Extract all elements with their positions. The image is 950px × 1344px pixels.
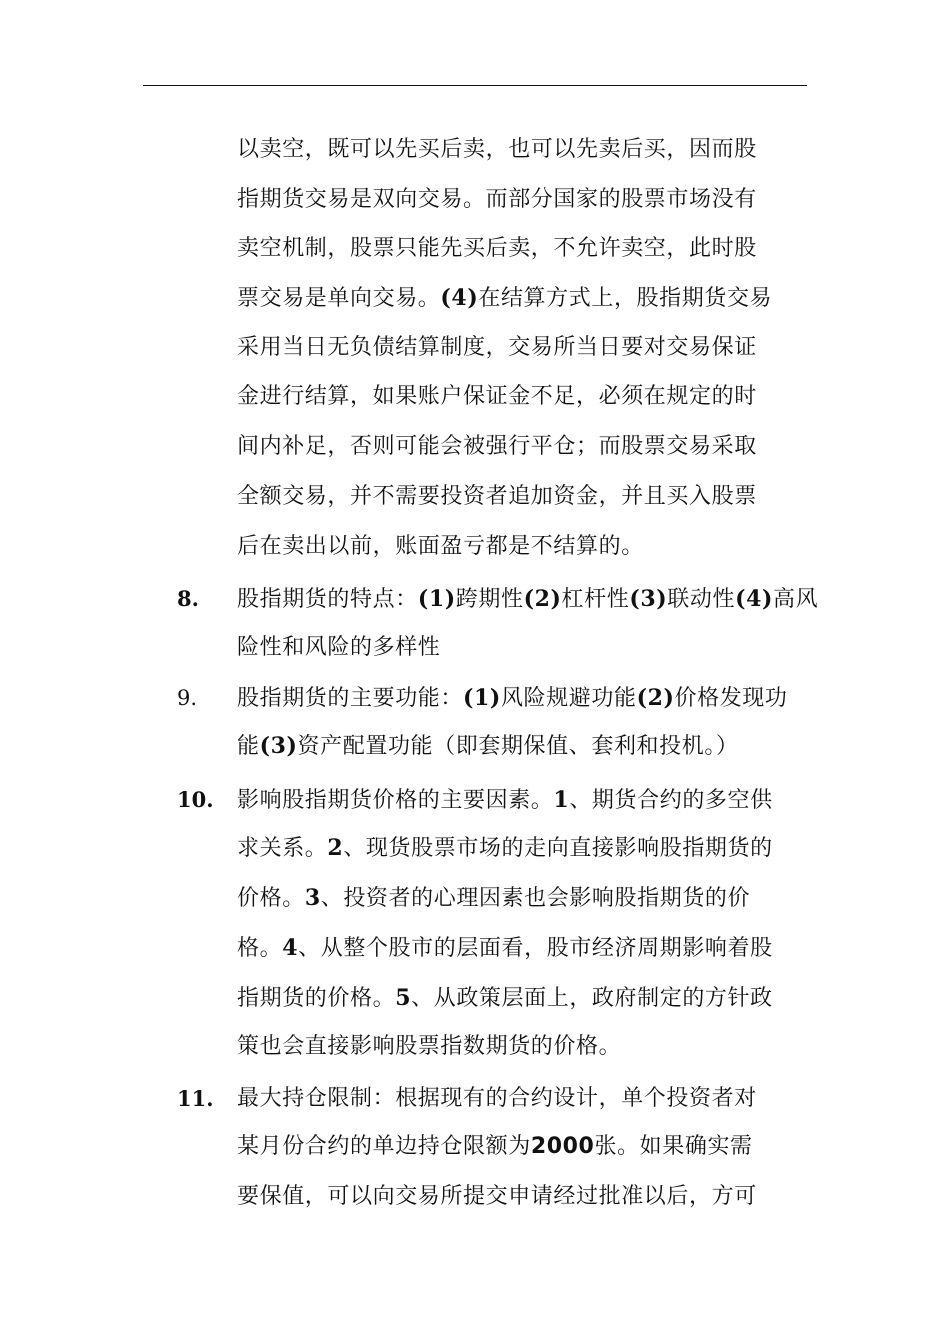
- text-segment: 要保值，可以向交易所提交申请经过批准以后，方可: [237, 1184, 757, 1209]
- text-segment-bold: (1): [463, 685, 501, 711]
- header-rule: [143, 85, 807, 86]
- text-segment: 、从整个股市的层面看，股市经济周期影响着股: [298, 936, 773, 961]
- text-segment: 票交易是单向交易。: [237, 286, 441, 311]
- text-line: [237, 823, 773, 873]
- text-segment: 能: [237, 734, 260, 759]
- text-segment: 风险规避功能: [500, 686, 637, 711]
- text-segment-bold: 1: [553, 787, 570, 813]
- text-segment: 高风: [773, 587, 819, 612]
- text-segment: 在结算方式上，股指期货交易: [478, 286, 773, 311]
- text-segment-bold: 2000: [530, 1134, 595, 1159]
- text-line: [237, 273, 772, 323]
- text-line: [237, 1172, 757, 1222]
- text-segment-bold: (2): [636, 685, 675, 711]
- text-segment: 股指期货的特点：: [237, 587, 418, 612]
- text-line: [237, 1074, 757, 1124]
- text-line: 间内补足，否则可能会被强行平仓；而股票交易采取: [237, 434, 757, 459]
- text-segment: 价格。: [237, 886, 305, 911]
- text-segment: 影响股指期货价格的主要因素。: [237, 788, 554, 813]
- text-line: [237, 923, 773, 973]
- text-segment: 求关系。: [237, 836, 328, 861]
- text-segment-bold: 4: [282, 935, 299, 961]
- text-line: 后在卖出以前，账面盈亏都是不结算的。: [237, 534, 644, 559]
- text-segment: 、现货股票市场的走向直接影响股指期货的: [343, 836, 773, 861]
- text-segment: 杠杆性: [561, 587, 630, 612]
- text-segment: 、投资者的心理因素也会影响股指期货的价: [320, 886, 751, 911]
- text-segment: 策也会直接影响股票指数期货的价格。: [237, 1034, 622, 1059]
- text-line: [237, 1122, 753, 1172]
- text-segment: 跨期性: [455, 587, 524, 612]
- text-segment-bold: 3: [304, 885, 321, 911]
- text-segment: 某月份合约的单边持仓限额为: [237, 1134, 531, 1159]
- text-segment-bold: (2): [523, 586, 562, 612]
- text-segment-bold: (1): [417, 586, 456, 612]
- text-line: 以卖空，既可以先买后卖，也可以先卖后买，因而股: [237, 137, 757, 162]
- list-item-number: 8.: [177, 586, 199, 611]
- text-segment-bold: (4): [735, 586, 773, 612]
- text-line: [237, 721, 739, 771]
- text-line: 全额交易，并不需要投资者追加资金，并且买入股票: [237, 484, 757, 509]
- text-segment-bold: (3): [629, 586, 668, 612]
- text-line: 采用当日无负债结算制度，交易所当日要对交易保证: [237, 335, 757, 360]
- text-segment: 价格发现功: [674, 686, 788, 711]
- text-segment: 指期货的价格。: [237, 986, 396, 1011]
- list-item-number: 11.: [177, 1086, 214, 1111]
- text-segment-bold: 2: [327, 835, 344, 861]
- text-line: [237, 1022, 621, 1072]
- text-segment: 、从政策层面上，政府制定的方针政: [411, 986, 773, 1011]
- list-item-number: 10.: [177, 787, 214, 812]
- text-line: [237, 574, 818, 624]
- text-segment: 股指期货的主要功能：: [237, 686, 464, 711]
- text-line: 指期货交易是双向交易。而部分国家的股票市场没有: [237, 187, 757, 212]
- text-line: [237, 673, 788, 723]
- text-segment: 、期货合约的多空供: [569, 788, 773, 813]
- text-line: 险性和风险的多样性: [237, 635, 441, 660]
- text-line: [237, 973, 773, 1023]
- text-line: 金进行结算，如果账户保证金不足，必须在规定的时: [237, 384, 757, 409]
- text-line: [237, 873, 750, 923]
- text-segment-bold: (3): [259, 733, 298, 759]
- text-segment-bold: (4): [440, 285, 479, 311]
- text-line: 卖空机制，股票只能先买后卖，不允许卖空，此时股: [237, 236, 757, 261]
- text-line: [237, 775, 773, 825]
- text-segment: 张。如果确实需: [594, 1134, 753, 1159]
- list-item-number: 9.: [177, 686, 198, 710]
- text-segment: 资产配置功能（即套期保值、套利和投机。）: [297, 734, 739, 759]
- text-segment-bold: 5: [395, 985, 412, 1011]
- text-segment: 格。: [237, 936, 283, 961]
- text-segment: 最大持仓限制：根据现有的合约设计，单个投资者对: [237, 1086, 757, 1111]
- text-segment: 联动性: [667, 587, 736, 612]
